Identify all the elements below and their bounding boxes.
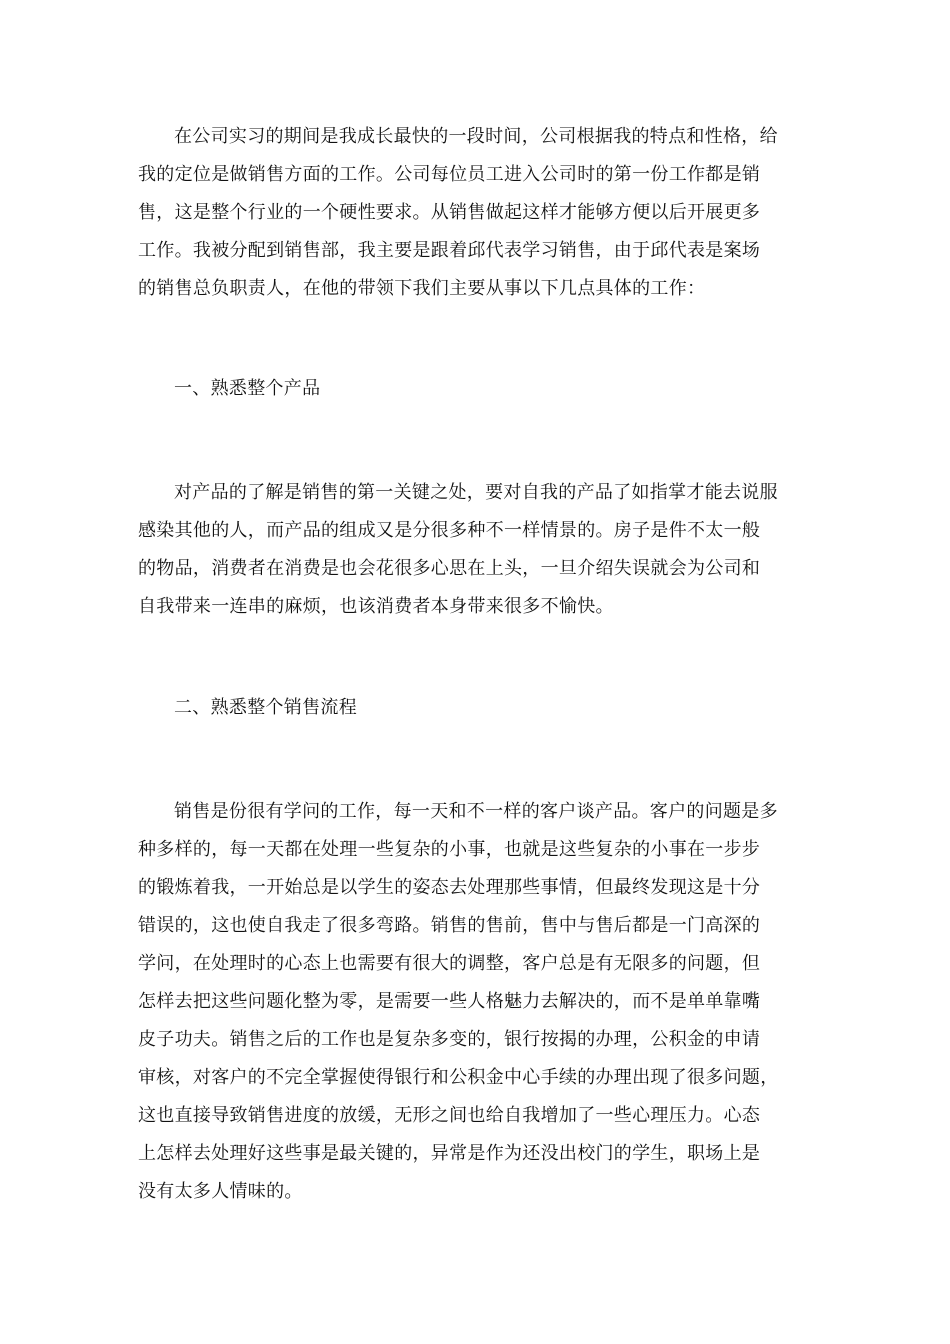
paragraph-line: 没有太多人情味的。 xyxy=(138,1181,303,1202)
paragraph-internship-intro xyxy=(138,118,808,308)
paragraph-sales-process xyxy=(138,793,808,1211)
paragraph-line: 的锻炼着我，一开始总是以学生的姿态去处理那些事情，但最终发现这是十分 xyxy=(138,877,761,898)
paragraph-line: 感染其他的人，而产品的组成又是分很多种不一样情景的。房子是件不太一般 xyxy=(138,520,761,541)
paragraph-line: 在公司实习的期间是我成长最快的一段时间，公司根据我的特点和性格，给 xyxy=(174,126,778,147)
paragraph-line: 审核，对客户的不完全掌握使得银行和公积金中心手续的办理出现了很多问题， xyxy=(138,1067,779,1088)
paragraph-line: 工作。我被分配到销售部，我主要是跟着邱代表学习销售，由于邱代表是案场 xyxy=(138,240,761,261)
section-heading-product: 一、熟悉整个产品 xyxy=(174,378,321,399)
section-heading-sales-process: 二、熟悉整个销售流程 xyxy=(174,697,357,718)
paragraph-line: 的物品，消费者在消费是也会花很多心思在上头，一旦介绍失误就会为公司和 xyxy=(138,558,761,579)
paragraph-line: 这也直接导致销售进度的放缓，无形之间也给自我增加了一些心理压力。心态 xyxy=(138,1105,761,1126)
paragraph-line: 的销售总负职责人，在他的带领下我们主要从事以下几点具体的工作： xyxy=(138,278,706,299)
paragraph-line: 自我带来一连串的麻烦，也该消费者本身带来很多不愉快。 xyxy=(138,596,614,617)
paragraph-line: 皮子功夫。销售之后的工作也是复杂多变的，银行按揭的办理，公积金的申请 xyxy=(138,1029,761,1050)
paragraph-line: 我的定位是做销售方面的工作。公司每位员工进入公司时的第一份工作都是销 xyxy=(138,164,761,185)
paragraph-line: 上怎样去处理好这些事是最关键的，异常是作为还没出校门的学生，职场上是 xyxy=(138,1143,761,1164)
paragraph-line: 错误的，这也使自我走了很多弯路。销售的售前，售中与售后都是一门高深的 xyxy=(138,915,761,936)
paragraph-line: 售，这是整个行业的一个硬性要求。从销售做起这样才能够方便以后开展更多 xyxy=(138,202,761,223)
paragraph-product-knowledge xyxy=(138,474,808,626)
paragraph-line: 种多样的，每一天都在处理一些复杂的小事，也就是这些复杂的小事在一步步 xyxy=(138,839,761,860)
paragraph-line: 销售是份很有学问的工作，每一天和不一样的客户谈产品。客户的问题是多 xyxy=(174,801,778,822)
paragraph-line: 怎样去把这些问题化整为零，是需要一些人格魅力去解决的，而不是单单靠嘴 xyxy=(138,991,761,1012)
paragraph-line: 学问，在处理时的心态上也需要有很大的调整，客户总是有无限多的问题，但 xyxy=(138,953,761,974)
paragraph-line: 对产品的了解是销售的第一关键之处，要对自我的产品了如指掌才能去说服 xyxy=(174,482,778,503)
